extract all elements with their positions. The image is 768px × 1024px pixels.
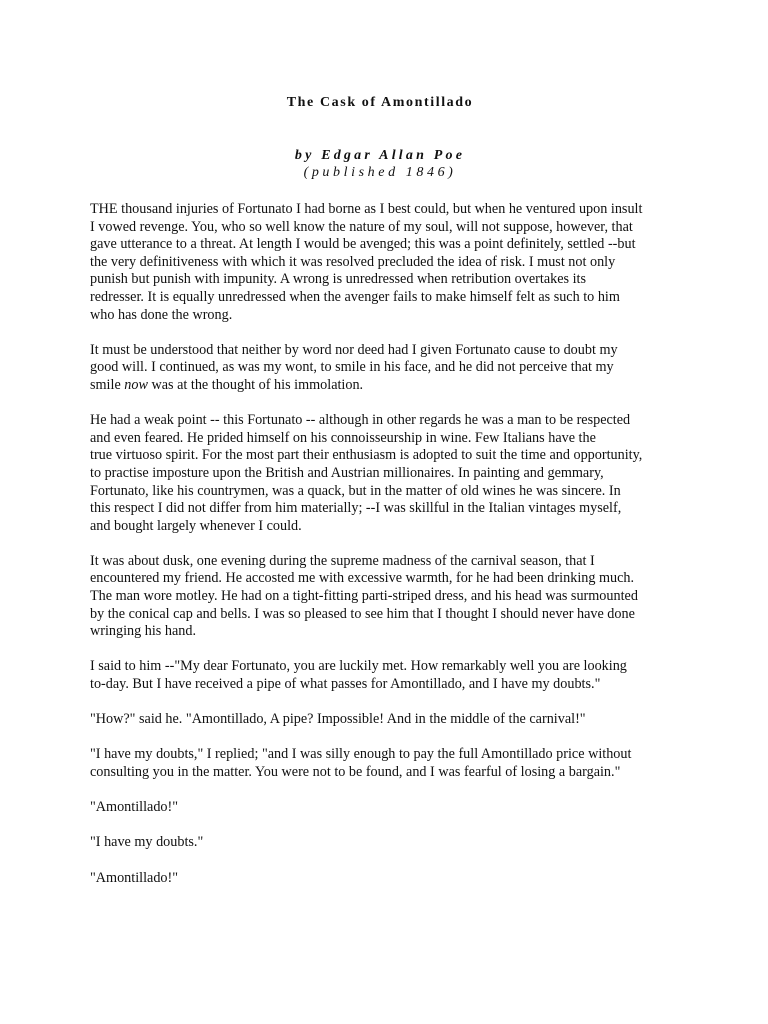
paragraph-10 [90,870,690,888]
emphasized-word: now [124,376,148,393]
text-line: good will. I continued, as was my wont, to smile in his face, and he did not perceive that my [90,359,614,376]
text-line: redresser. It is equally unredressed when the avenger fails to make himself felt as such to him [90,288,620,305]
text-line: punish but punish with impunity. A wrong is unredressed when retribution overtakes its [90,271,586,288]
text-fragment: was at the thought of his immolation. [147,376,364,393]
paragraph-9 [90,834,690,852]
text-line: I said to him --"My dear Fortunato, you are luckily met. How remarkably well you are looking [90,658,627,675]
text-line: "How?" said he. "Amontillado, A pipe? Impossible! And in the middle of the carnival!" [90,711,586,728]
text-line: Fortunato, like his countrymen, was a quack, but in the matter of old wines he was sincere. In [90,482,621,499]
text-line: encountered my friend. He accosted me with excessive warmth, for he had been drinking much. [90,570,635,587]
author-byline: by Edgar Allan Poe [294,148,466,163]
text-line [90,377,690,395]
paragraph-6 [90,711,690,729]
text-line: the very definitiveness with which it was resolved precluded the idea of risk. I must not only [90,253,616,270]
document-title: The Cask of Amontillado [286,95,474,110]
text-line: wringing his hand. [90,623,197,640]
paragraph-8 [90,799,690,817]
text-line: It was about dusk, one evening during the supreme madness of the carnival season, that I [90,552,595,569]
paragraph-1 [90,201,690,324]
text-line: It must be understood that neither by word nor deed had I given Fortunato cause to doubt my [90,341,618,358]
paragraph-4 [90,553,690,641]
text-line: true virtuoso spirit. For the most part their enthusiasm is adopted to suit the time and opportunity, [90,447,643,464]
text-line: to-day. But I have received a pipe of what passes for Amontillado, and I have my doubts." [90,676,601,693]
text-line: The man wore motley. He had on a tight-fitting parti-striped dress, and his head was surmounted [90,588,638,605]
paragraph-3 [90,412,690,535]
text-line: "I have my doubts," I replied; "and I was silly enough to pay the full Amontillado price without [90,746,632,763]
text-line: this respect I did not differ from him materially; --I was skillful in the Italian vintages myself, [90,500,622,517]
text-line: to practise imposture upon the British and Austrian millionaires. In painting and gemmary, [90,464,604,481]
publication-date: (published 1846) [303,165,457,180]
text-fragment: smile [90,376,125,393]
text-line: and even feared. He prided himself on his connoisseurship in wine. Few Italians have the [90,429,596,446]
paragraph-7 [90,746,690,781]
text-line: and bought largely whenever I could. [90,517,302,534]
text-line: consulting you in the matter. You were not to be found, and I was fearful of losing a bargain." [90,764,621,780]
paragraph-5 [90,658,690,693]
text-line: "Amontillado!" [90,799,179,816]
text-line: gave utterance to a threat. At length I would be avenged; this was a point definitely, settled --but [90,236,636,253]
text-line: THE thousand injuries of Fortunato I had borne as I best could, but when he ventured upon insult [90,201,643,217]
text-line: He had a weak point -- this Fortunato -- although in other regards he was a man to be respected [90,412,631,429]
text-line: "Amontillado!" [90,869,179,886]
story-body [90,201,690,905]
paragraph-2 [90,342,690,395]
text-line: who has done the wrong. [90,306,233,323]
text-line: by the conical cap and bells. I was so pleased to see him that I thought I should never have done [90,605,635,622]
text-line: "I have my doubts." [90,834,204,851]
text-line: I vowed revenge. You, who so well know the nature of my soul, will not suppose, however, that [90,218,633,235]
